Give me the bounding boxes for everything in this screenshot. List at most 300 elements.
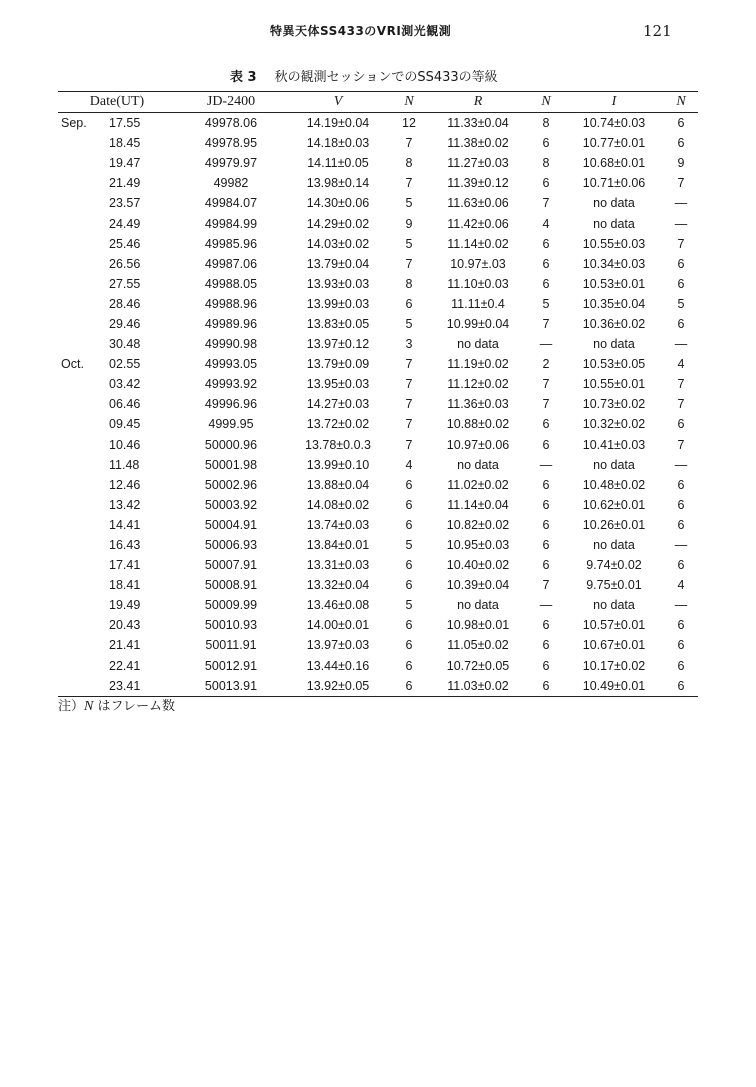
cell-n-r: 6 [542,256,550,271]
cell-n-i: 6 [677,638,685,653]
cell-r: 10.98±0.01 [446,618,510,633]
note-text: はフレーム数 [97,699,175,714]
cell-day: 26.56 [109,256,141,271]
cell-n-i: — [674,337,688,352]
cell-date [58,676,176,697]
cell-jd: 49993.05 [204,357,258,372]
cell-jd: 50006.93 [204,538,258,553]
cell-v: 13.44±0.16 [306,658,370,673]
table-row [58,113,698,134]
cell-jd: 49979.97 [204,156,258,171]
cell-i: 10.55±0.01 [582,377,646,392]
cell-i: 9.74±0.02 [586,558,642,573]
cell-date [58,374,176,394]
cell-r: 10.39±0.04 [446,578,510,593]
cell-n-r: 6 [542,558,550,573]
cell-v: 13.79±0.04 [306,256,370,271]
cell-day: 20.43 [109,618,141,633]
cell-n-i: 7 [677,377,685,392]
cell-n-i: 4 [677,578,685,593]
cell-i: 10.36±0.02 [582,316,646,331]
cell-n-i: 6 [677,517,685,532]
table-row [58,254,698,274]
cell-date [58,274,176,294]
cell-i: 10.73±0.02 [582,397,646,412]
cell-v: 13.88±0.04 [306,477,370,492]
note-prefix: 注） [58,699,85,714]
cell-n-r: 7 [542,578,550,593]
cell-v: 14.08±0.02 [306,497,370,512]
cell-date [58,294,176,314]
cell-n-v: 6 [405,618,413,633]
cell-n-i: 6 [677,136,685,151]
table-title: 秋の観測セッションでのSS433の等級 [274,70,498,85]
cell-n-r: 6 [528,676,564,697]
cell-r: 11.27±0.03 [447,156,509,171]
cell-jd: 49978.06 [204,116,258,131]
cell-r: 11.11±0.4 [451,296,505,311]
cell-i: no data [593,538,635,553]
cell-n-v: 7 [405,136,413,151]
cell-v: 14.00±0.01 [306,618,370,633]
cell-r: 10.97±.03 [450,256,506,271]
cell-r: 10.88±0.02 [446,417,510,432]
cell-jd: 50013.91 [176,676,286,697]
cell-day: 23.57 [109,196,141,211]
cell-i: 10.77±0.01 [582,136,646,151]
cell-date [58,213,176,233]
cell-date [58,595,176,615]
cell-v: 13.97±0.12 [306,337,370,352]
cell-jd: 50003.92 [204,497,258,512]
cell-date [58,133,176,153]
cell-i: 10.53±0.01 [582,276,646,291]
cell-i: 10.74±0.03 [582,116,646,131]
table-row [58,153,698,173]
cell-day: 13.42 [109,497,141,512]
cell-date [58,535,176,555]
cell-r: 11.10±0.03 [447,276,509,291]
table-row [58,133,698,153]
table-row [58,656,698,676]
cell-n-r: 6 [542,638,550,653]
cell-v: 13.93±0.03 [306,276,370,291]
cell-r: 11.38±0.02 [447,136,509,151]
cell-v: 13.32±0.04 [306,578,370,593]
cell-i: 10.34±0.03 [582,256,646,271]
cell-day: 12.46 [109,477,141,492]
cell-n-r: 6 [542,236,550,251]
cell-n-i: 6 [677,497,685,512]
cell-jd: 50012.91 [204,658,258,673]
cell-r: 11.03±0.02 [428,676,528,697]
cell-jd: 49988.05 [204,276,258,291]
cell-jd: 50010.93 [204,618,258,633]
cell-n-r: 8 [542,156,550,171]
cell-n-r: 6 [542,538,550,553]
cell-n-i: — [674,598,688,613]
cell-n-r: 6 [542,136,550,151]
cell-jd: 4999.95 [208,417,254,432]
cell-i: no data [593,457,635,472]
cell-r: 10.97±0.06 [446,437,510,452]
cell-r: 11.12±0.02 [447,377,509,392]
cell-n-v: 4 [405,457,413,472]
cell-v: 13.98±0.14 [306,176,370,191]
cell-n-r: 6 [542,497,550,512]
cell-r: 11.19±0.02 [447,357,509,372]
cell-n-r: — [539,337,553,352]
cell-day: 30.48 [109,337,141,352]
cell-jd: 50002.96 [204,477,258,492]
cell-day: 22.41 [109,658,141,673]
cell-i: 10.32±0.02 [582,417,646,432]
cell-n-v: 6 [405,558,413,573]
table-body [58,113,698,697]
cell-v: 13.84±0.01 [306,538,370,553]
table-row [58,394,698,414]
cell-i: 9.75±0.01 [586,578,642,593]
cell-day: 25.46 [109,236,141,251]
cell-date [58,173,176,193]
cell-r: 11.42±0.06 [447,216,509,231]
cell-day: 23.41 [109,678,141,693]
cell-n-v: 9 [405,216,413,231]
cell-i: 10.62±0.01 [582,497,646,512]
cell-date [58,475,176,495]
header-v: V [286,92,390,113]
cell-jd: 49987.06 [204,256,258,271]
cell-day: 24.49 [109,216,141,231]
cell-v: 14.11±0.05 [307,156,369,171]
cell-date [58,414,176,434]
cell-r: 10.72±0.05 [446,658,510,673]
cell-n-r: 6 [542,658,550,673]
table-row [58,414,698,434]
table-row [58,575,698,595]
cell-jd: 49988.96 [204,296,258,311]
table-row [58,455,698,475]
cell-jd: 50004.91 [204,517,258,532]
cell-n-i: 4 [677,357,685,372]
cell-n-v: 7 [405,417,413,432]
table-row [58,294,698,314]
cell-v: 14.27±0.03 [306,397,370,412]
cell-n-i: 6 [664,676,698,697]
cell-n-v: 7 [405,437,413,452]
header-n-i: N [664,92,698,113]
cell-n-i: 6 [677,256,685,271]
cell-jd: 49985.96 [204,236,258,251]
cell-n-i: 6 [677,417,685,432]
cell-day: 03.42 [109,377,141,392]
cell-n-i: — [674,196,688,211]
cell-r: 11.14±0.04 [447,497,509,512]
table-row [58,475,698,495]
table-row [58,213,698,233]
cell-i: 10.35±0.04 [582,296,646,311]
cell-n-i: — [674,538,688,553]
cell-i: no data [593,598,635,613]
cell-i: 10.57±0.01 [582,618,646,633]
cell-day: 21.41 [109,638,141,653]
cell-date [58,394,176,414]
cell-v: 14.03±0.02 [306,236,370,251]
header-r: R [428,92,528,113]
cell-day: 18.45 [109,136,141,151]
cell-day: 10.46 [109,437,141,452]
cell-day: 28.46 [109,296,141,311]
cell-i: 10.41±0.03 [582,437,646,452]
cell-n-r: 6 [542,477,550,492]
table-row [58,535,698,555]
cell-r: 11.02±0.02 [447,477,509,492]
cell-n-r: 6 [542,618,550,633]
table-header-row [58,92,698,113]
header-jd: JD-2400 [176,92,286,113]
cell-n-v: 12 [402,116,416,131]
cell-jd: 50011.91 [205,638,257,653]
table-row [58,374,698,394]
cell-date [58,635,176,655]
cell-v: 13.83±0.05 [306,316,370,331]
cell-n-v: 6 [405,517,413,532]
cell-r: 10.99±0.04 [446,316,510,331]
table-row [58,495,698,515]
cell-date [58,515,176,535]
cell-i: no data [593,216,635,231]
cell-day: 21.49 [109,176,141,191]
cell-day: 19.47 [109,156,141,171]
cell-n-r: 6 [542,276,550,291]
cell-n-i: 6 [677,116,685,131]
cell-n-v: 7 [405,256,413,271]
cell-n-v: 5 [405,538,413,553]
cell-day: 11.48 [109,457,140,472]
cell-jd: 50008.91 [204,578,258,593]
table-row [58,314,698,334]
cell-n-v: 6 [405,638,413,653]
cell-v: 13.74±0.03 [306,517,370,532]
cell-v: 13.99±0.03 [306,296,370,311]
cell-date [58,334,176,354]
cell-n-r: 6 [542,176,550,191]
cell-n-i: 6 [677,316,685,331]
cell-n-v: 6 [405,658,413,673]
cell-r: 10.95±0.03 [446,538,510,553]
cell-v: 13.99±0.10 [306,457,370,472]
cell-r: no data [457,598,499,613]
cell-day: 17.41 [109,558,141,573]
cell-v: 13.79±0.09 [306,357,370,372]
cell-jd: 49984.07 [204,196,258,211]
note-symbol: N [84,699,94,714]
cell-date [58,254,176,274]
cell-n-r: 7 [542,316,550,331]
cell-n-r: 5 [542,296,550,311]
header-n-v: N [390,92,428,113]
cell-jd: 50007.91 [204,558,258,573]
cell-v: 13.78±0.0.3 [305,437,371,452]
cell-date [58,575,176,595]
cell-date [58,314,176,334]
cell-day: 29.46 [109,316,141,331]
magnitude-table [58,91,698,697]
cell-n-i: 6 [677,558,685,573]
cell-day: 02.55 [109,357,141,372]
cell-jd: 49996.96 [204,397,258,412]
cell-date [58,153,176,173]
cell-v: 13.31±0.03 [306,558,370,573]
cell-date [58,615,176,635]
cell-n-v: 5 [405,236,413,251]
table-row [58,173,698,193]
cell-v: 14.29±0.02 [306,216,370,231]
cell-n-v: 8 [405,276,413,291]
cell-n-i: 7 [677,397,685,412]
table-row [58,635,698,655]
cell-r: 11.05±0.02 [447,638,509,653]
cell-n-v: 5 [405,316,413,331]
cell-i: 10.49±0.01 [564,676,664,697]
cell-v: 14.30±0.06 [306,196,370,211]
cell-n-r: 2 [542,357,550,372]
cell-date [58,193,176,213]
cell-n-r: 7 [542,397,550,412]
cell-i: 10.55±0.03 [582,236,646,251]
cell-n-r: 7 [542,196,550,211]
cell-r: 10.82±0.02 [446,517,510,532]
cell-n-r: 6 [542,437,550,452]
cell-r: 10.40±0.02 [446,558,510,573]
running-head: 特異天体SS433のVRI測光観測 [270,24,452,38]
cell-n-i: 6 [677,276,685,291]
cell-v: 14.18±0.03 [306,136,370,151]
cell-n-i: 6 [677,658,685,673]
cell-jd: 49989.96 [204,316,258,331]
cell-n-i: 6 [677,477,685,492]
cell-i: 10.67±0.01 [582,638,646,653]
cell-i: 10.53±0.05 [582,357,646,372]
cell-n-r: 8 [542,116,550,131]
cell-i: no data [593,337,635,352]
cell-day: 09.45 [109,417,141,432]
cell-date [58,354,176,374]
cell-n-v: 6 [390,676,428,697]
table-row [58,515,698,535]
cell-n-v: 6 [405,296,413,311]
cell-n-i: 6 [677,618,685,633]
header-n-r: N [528,92,564,113]
cell-date [58,495,176,515]
cell-n-v: 8 [405,156,413,171]
page-number: 121 [643,22,672,40]
cell-n-v: 7 [405,176,413,191]
cell-i: 10.26±0.01 [582,517,646,532]
table-row [58,354,698,374]
cell-month: Sep. [61,116,87,131]
cell-day: 19.49 [109,598,141,613]
table-row [58,274,698,294]
table-row [58,234,698,254]
cell-i: 10.48±0.02 [582,477,646,492]
table-row [58,615,698,635]
table-row [58,555,698,575]
cell-n-r: 6 [542,417,550,432]
cell-date [58,455,176,475]
header-date: Date(UT) [58,92,176,113]
cell-day: 16.43 [109,538,141,553]
cell-n-v: 5 [405,196,413,211]
cell-n-v: 6 [405,477,413,492]
cell-jd: 49990.98 [204,337,258,352]
cell-jd: 50009.99 [204,598,258,613]
cell-r: 11.63±0.06 [447,196,509,211]
cell-jd: 50001.98 [204,457,258,472]
table-row [58,334,698,354]
cell-v: 13.92±0.05 [286,676,390,697]
cell-day: 18.41 [109,578,141,593]
cell-v: 13.72±0.02 [306,417,370,432]
table-row [58,676,698,697]
cell-n-r: — [539,457,553,472]
cell-n-i: 7 [677,236,685,251]
cell-n-i: 7 [677,176,685,191]
cell-jd: 50000.96 [204,437,258,452]
cell-day: 06.46 [109,397,141,412]
cell-n-i: 5 [677,296,685,311]
cell-n-i: — [674,457,688,472]
cell-n-i: 7 [677,437,685,452]
cell-day: 27.55 [109,276,141,291]
cell-n-r: 7 [542,377,550,392]
cell-i: 10.71±0.06 [582,176,646,191]
cell-jd: 49993.92 [204,377,258,392]
cell-n-r: 4 [542,216,550,231]
header-i: I [564,92,664,113]
cell-n-v: 7 [405,397,413,412]
cell-month: Oct. [61,357,84,372]
table-row [58,193,698,213]
cell-n-v: 7 [405,377,413,392]
cell-v: 14.19±0.04 [306,116,370,131]
cell-day: 14.41 [109,517,141,532]
table-caption [230,66,498,85]
cell-n-v: 6 [405,578,413,593]
cell-r: no data [457,457,499,472]
cell-date [58,113,176,134]
table-number: 表 3 [230,70,257,85]
cell-jd: 49978.95 [204,136,258,151]
cell-r: no data [457,337,499,352]
cell-n-r: — [539,598,553,613]
cell-r: 11.39±0.12 [447,176,509,191]
cell-i: 10.17±0.02 [582,658,646,673]
cell-n-v: 5 [405,598,413,613]
cell-date [58,656,176,676]
cell-n-v: 3 [405,337,413,352]
cell-n-r: 6 [542,517,550,532]
cell-v: 13.95±0.03 [306,377,370,392]
cell-date [58,234,176,254]
cell-v: 13.97±0.03 [306,638,370,653]
cell-r: 11.33±0.04 [447,116,509,131]
cell-day: 17.55 [109,116,141,131]
cell-n-i: 9 [677,156,685,171]
table-row [58,595,698,615]
table-note [58,695,175,715]
cell-date [58,555,176,575]
